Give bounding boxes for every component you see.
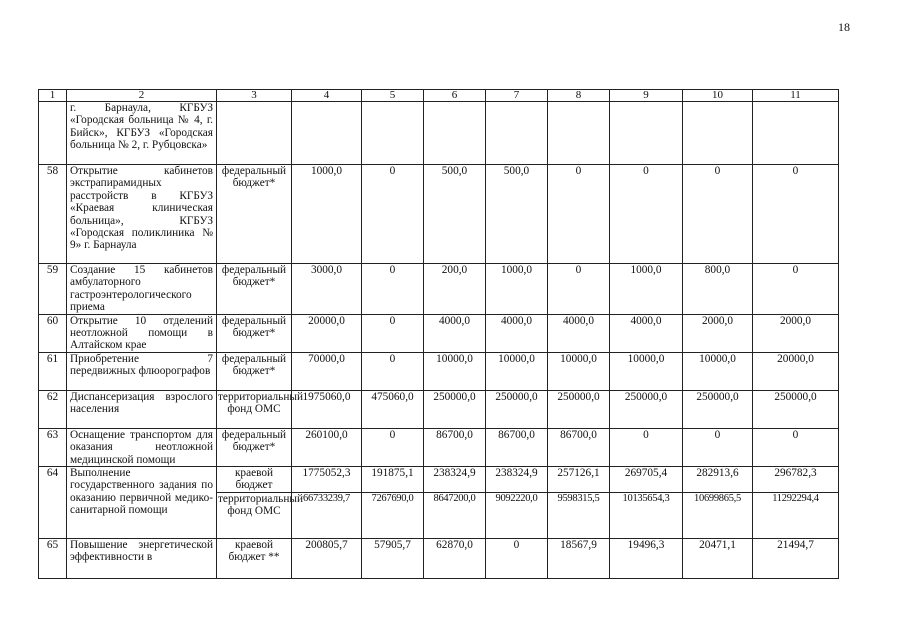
table-row (39, 467, 839, 493)
row-number-cell (39, 102, 67, 165)
value-cell: 10000,0 (424, 352, 486, 390)
value-cell: 0 (753, 264, 839, 315)
value-cell: 0 (548, 165, 610, 264)
value-cell: 86700,0 (548, 428, 610, 466)
table-row (39, 539, 839, 579)
value-cell: 66733239,7 (292, 493, 362, 539)
value-cell: 10000,0 (683, 352, 753, 390)
value-cell: 0 (610, 428, 683, 466)
value-cell: 260100,0 (292, 428, 362, 466)
value-cell: 800,0 (683, 264, 753, 315)
value-cell: 500,0 (424, 165, 486, 264)
value-cell: 20000,0 (292, 314, 362, 352)
row-description: г. Барнаула, КГБУЗ «Городская больница № 4, г. Бийск», КГБУЗ «Городская больница № 2, г. Рубцовска» (67, 102, 217, 165)
value-cell: 500,0 (486, 165, 548, 264)
value-cell (753, 102, 839, 165)
value-cell: 9092220,0 (486, 493, 548, 539)
value-cell: 0 (486, 539, 548, 579)
value-cell: 86700,0 (424, 428, 486, 466)
value-cell (548, 102, 610, 165)
value-cell: 0 (362, 352, 424, 390)
column-header: 10 (683, 90, 753, 102)
value-cell: 4000,0 (486, 314, 548, 352)
value-cell: 200805,7 (292, 539, 362, 579)
row-number: 60 (39, 314, 67, 352)
value-cell: 86700,0 (486, 428, 548, 466)
value-cell: 2000,0 (753, 314, 839, 352)
value-cell: 0 (753, 428, 839, 466)
value-cell: 250000,0 (683, 390, 753, 428)
value-cell: 20000,0 (753, 352, 839, 390)
value-cell: 200,0 (424, 264, 486, 315)
value-cell: 1975060,0 (292, 390, 362, 428)
value-cell: 9598315,5 (548, 493, 610, 539)
row-description: Создание 15 кабинетов амбулаторного гастроэнтерологического приема (67, 264, 217, 315)
value-cell: 282913,6 (683, 467, 753, 493)
row-number: 58 (39, 165, 67, 264)
table-row (39, 352, 839, 390)
funding-source: федеральный бюджет* (217, 314, 292, 352)
value-cell: 0 (362, 165, 424, 264)
value-cell: 3000,0 (292, 264, 362, 315)
value-cell: 11292294,4 (753, 493, 839, 539)
value-cell: 250000,0 (753, 390, 839, 428)
value-cell: 269705,4 (610, 467, 683, 493)
value-cell (683, 102, 753, 165)
column-header: 6 (424, 90, 486, 102)
value-cell (292, 102, 362, 165)
value-cell: 10000,0 (548, 352, 610, 390)
column-header: 4 (292, 90, 362, 102)
value-cell: 57905,7 (362, 539, 424, 579)
value-cell: 238324,9 (424, 467, 486, 493)
row-description: Оснащение транспортом для оказания неотложной медицинской помощи (67, 428, 217, 466)
value-cell: 1000,0 (610, 264, 683, 315)
funding-source: федеральный бюджет* (217, 428, 292, 466)
row-number: 62 (39, 390, 67, 428)
row-number: 61 (39, 352, 67, 390)
value-cell: 0 (753, 165, 839, 264)
funding-source (217, 102, 292, 165)
row-description: Выполнение государственного задания по оказанию первичной медико-санитарной помощи (67, 467, 217, 539)
value-cell: 0 (610, 165, 683, 264)
value-cell: 1000,0 (486, 264, 548, 315)
value-cell: 0 (683, 165, 753, 264)
value-cell: 250000,0 (610, 390, 683, 428)
funding-source: территориальный фонд ОМС (217, 493, 292, 539)
table-row (39, 165, 839, 264)
funding-source: федеральный бюджет* (217, 352, 292, 390)
value-cell: 0 (362, 264, 424, 315)
column-header: 7 (486, 90, 548, 102)
value-cell: 0 (362, 314, 424, 352)
row-number: 63 (39, 428, 67, 466)
value-cell: 250000,0 (424, 390, 486, 428)
value-cell: 2000,0 (683, 314, 753, 352)
value-cell: 7267690,0 (362, 493, 424, 539)
funding-source: федеральный бюджет* (217, 165, 292, 264)
value-cell: 191875,1 (362, 467, 424, 493)
value-cell: 1000,0 (292, 165, 362, 264)
value-cell: 296782,3 (753, 467, 839, 493)
value-cell (424, 102, 486, 165)
value-cell: 475060,0 (362, 390, 424, 428)
value-cell: 0 (548, 264, 610, 315)
value-cell: 10000,0 (486, 352, 548, 390)
value-cell: 1775052,3 (292, 467, 362, 493)
value-cell: 70000,0 (292, 352, 362, 390)
column-header: 5 (362, 90, 424, 102)
funding-source: краевой бюджет (217, 467, 292, 493)
column-header: 3 (217, 90, 292, 102)
table-row (39, 264, 839, 315)
value-cell: 10000,0 (610, 352, 683, 390)
value-cell: 0 (362, 428, 424, 466)
value-cell: 10135654,3 (610, 493, 683, 539)
value-cell: 4000,0 (424, 314, 486, 352)
value-cell: 4000,0 (610, 314, 683, 352)
value-cell: 257126,1 (548, 467, 610, 493)
value-cell: 21494,7 (753, 539, 839, 579)
value-cell: 4000,0 (548, 314, 610, 352)
value-cell: 250000,0 (486, 390, 548, 428)
value-cell: 238324,9 (486, 467, 548, 493)
value-cell: 20471,1 (683, 539, 753, 579)
row-description: Диспансеризация взрослого населения (67, 390, 217, 428)
value-cell: 250000,0 (548, 390, 610, 428)
budget-table (38, 89, 839, 579)
table-row (39, 390, 839, 428)
value-cell: 10699865,5 (683, 493, 753, 539)
column-header: 11 (753, 90, 839, 102)
row-description: Приобретение 7 передвижных флюорографов (67, 352, 217, 390)
funding-source: территориальный фонд ОМС (217, 390, 292, 428)
column-number-row (39, 90, 839, 102)
value-cell: 19496,3 (610, 539, 683, 579)
row-number: 59 (39, 264, 67, 315)
funding-source: краевой бюджет ** (217, 539, 292, 579)
value-cell: 18567,9 (548, 539, 610, 579)
column-header: 9 (610, 90, 683, 102)
column-header: 2 (67, 90, 217, 102)
value-cell: 0 (683, 428, 753, 466)
page-number: 18 (838, 20, 850, 34)
funding-source: федеральный бюджет* (217, 264, 292, 315)
column-header: 1 (39, 90, 67, 102)
row-description: Открытие кабинетов экстрапирамидных расстройств в КГБУЗ «Краевая клиническая больница», КГБУЗ «Городская поликлиника № 9» г. Барнаула (67, 165, 217, 264)
value-cell: 8647200,0 (424, 493, 486, 539)
table-row (39, 428, 839, 466)
value-cell (486, 102, 548, 165)
value-cell (362, 102, 424, 165)
row-number: 65 (39, 539, 67, 579)
table-row (39, 102, 839, 165)
value-cell (610, 102, 683, 165)
value-cell: 62870,0 (424, 539, 486, 579)
row-number: 64 (39, 467, 67, 539)
row-description: Открытие 10 отделений неотложной помощи в Алтайском крае (67, 314, 217, 352)
row-description: Повышение энергетической эффективности в (67, 539, 217, 579)
column-header: 8 (548, 90, 610, 102)
table-row (39, 314, 839, 352)
